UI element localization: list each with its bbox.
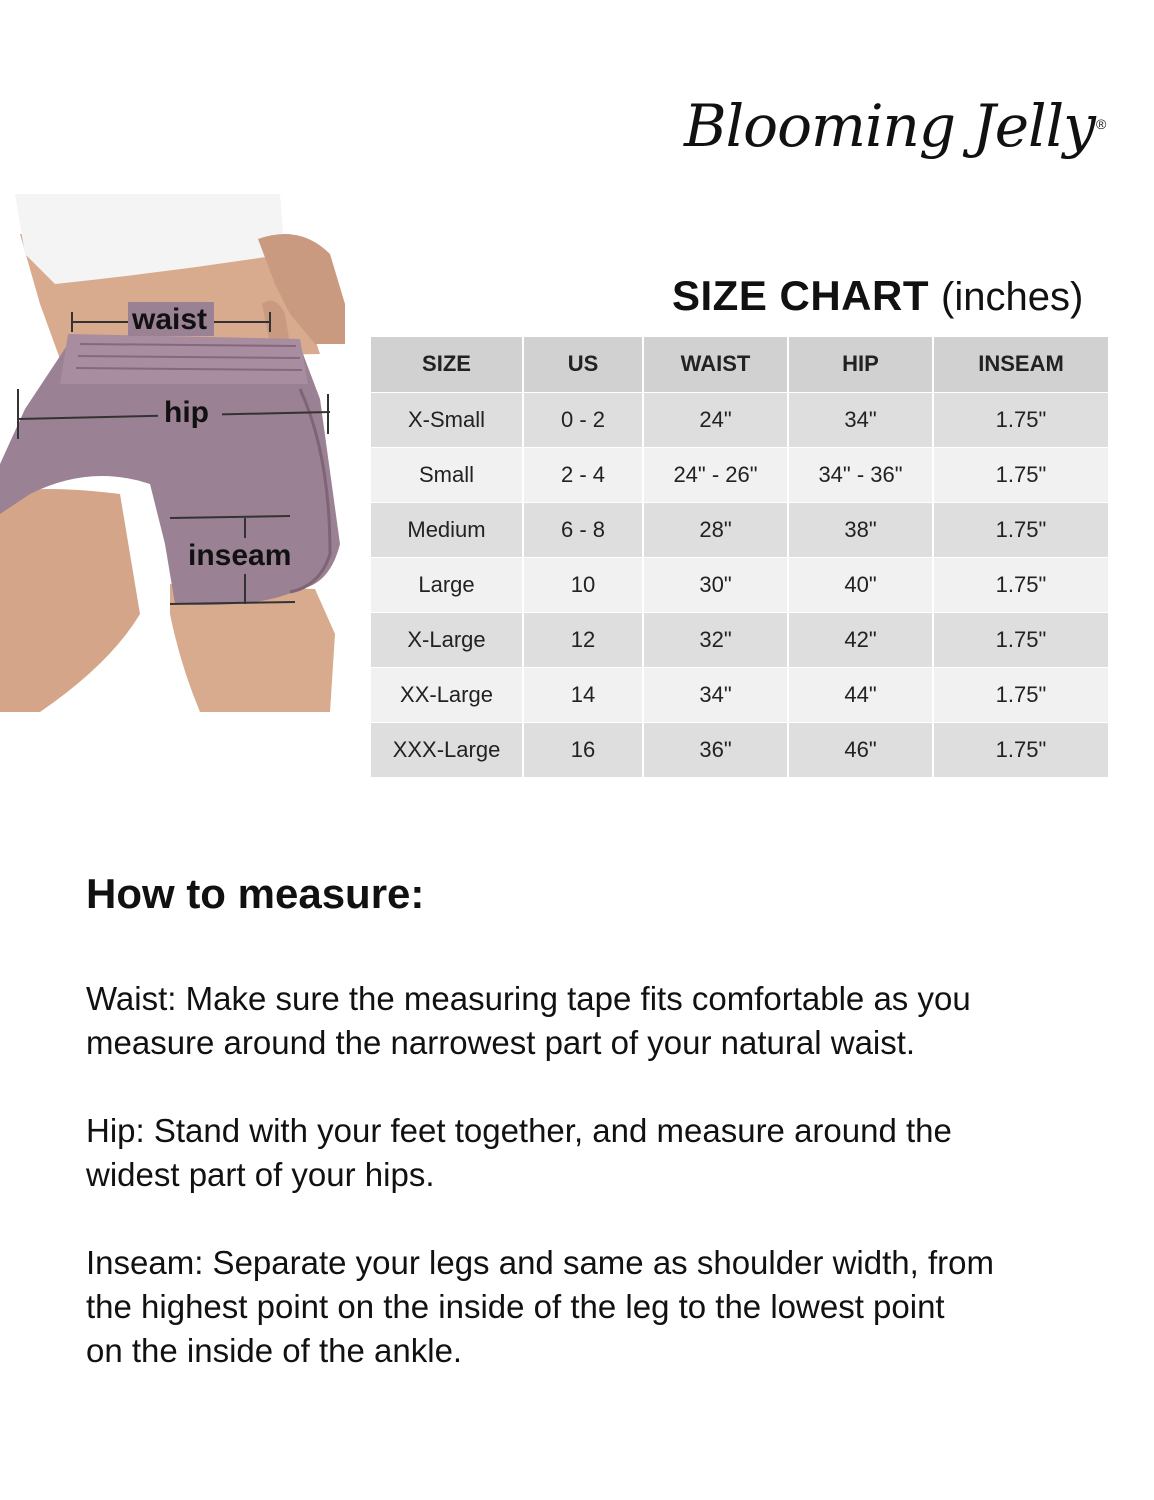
cell-hip: 46" [788,722,933,777]
cell-hip: 34" - 36" [788,447,933,502]
cell-hip: 42" [788,612,933,667]
cell-inseam: 1.75" [933,612,1108,667]
cell-us: 14 [523,667,643,722]
inseam-label: inseam [188,539,292,572]
hip-instructions [86,1109,1116,1197]
cell-size: X-Large [371,612,523,667]
hip-label: hip [164,396,209,429]
header-inseam: INSEAM [933,337,1108,392]
size-chart-heading: SIZE CHART [672,272,929,319]
hip-instructions-line: widest part of your hips. [86,1156,435,1193]
cell-inseam: 1.75" [933,667,1108,722]
cell-waist: 34" [643,667,788,722]
table-header-row [371,337,1108,392]
size-table [371,337,1108,777]
waist-instructions [86,977,1116,1065]
cell-waist: 32" [643,612,788,667]
waist-instructions-line: measure around the narrowest part of your natural waist. [86,1024,916,1061]
cell-waist: 24" [643,392,788,447]
cell-us: 12 [523,612,643,667]
inseam-instructions-line: on the inside of the ankle. [86,1332,463,1369]
table-row [371,502,1108,557]
cell-waist: 30" [643,557,788,612]
cell-size: Small [371,447,523,502]
size-chart-unit: (inches) [941,275,1084,319]
cell-size: XX-Large [371,667,523,722]
cell-hip: 38" [788,502,933,557]
cell-us: 10 [523,557,643,612]
cell-inseam: 1.75" [933,392,1108,447]
table-row [371,447,1108,502]
table-row [371,392,1108,447]
cell-inseam: 1.75" [933,557,1108,612]
cell-us: 0 - 2 [523,392,643,447]
cell-hip: 40" [788,557,933,612]
waist-label: waist [132,303,208,336]
cell-hip: 44" [788,667,933,722]
table-row [371,612,1108,667]
header-size: SIZE [371,337,523,392]
table-row [371,667,1108,722]
table-row [371,557,1108,612]
brand-name: Blooming Jelly [684,92,1095,160]
shorts-illustration [0,194,345,712]
cell-waist: 36" [643,722,788,777]
inseam-instructions-line: Inseam: Separate your legs and same as shoulder width, from [86,1244,994,1281]
how-to-measure-title: How to measure: [86,870,425,917]
header-us: US [523,337,643,392]
hip-instructions-line: Hip: Stand with your feet together, and measure around the [86,1112,952,1149]
cell-us: 2 - 4 [523,447,643,502]
cell-size: Medium [371,502,523,557]
header-hip: HIP [788,337,933,392]
cell-size: Large [371,557,523,612]
cell-inseam: 1.75" [933,502,1108,557]
cell-size: X-Small [371,392,523,447]
size-chart-title [672,272,1122,320]
cell-inseam: 1.75" [933,722,1108,777]
table-row [371,722,1108,777]
cell-waist: 28" [643,502,788,557]
inseam-instructions-line: the highest point on the inside of the leg to the lowest point [86,1288,945,1325]
waist-instructions-line: Waist: Make sure the measuring tape fits comfortable as you [86,980,971,1017]
header-waist: WAIST [643,337,788,392]
cell-us: 6 - 8 [523,502,643,557]
cell-waist: 24" - 26" [643,447,788,502]
cell-size: XXX-Large [371,722,523,777]
inseam-instructions [86,1241,1116,1373]
product-photo [0,194,345,712]
cell-us: 16 [523,722,643,777]
cell-inseam: 1.75" [933,447,1108,502]
cell-hip: 34" [788,392,933,447]
registered-mark: ® [1096,116,1107,132]
brand-logo [684,92,1124,192]
